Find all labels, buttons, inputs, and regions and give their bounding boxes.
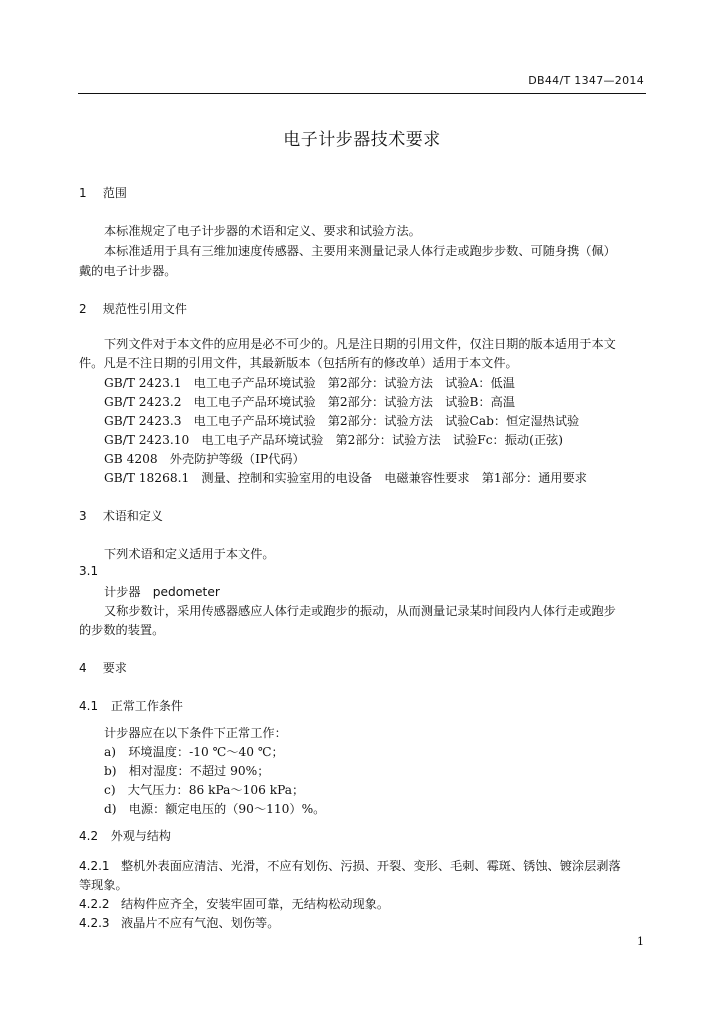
section-title: 规范性引用文件 xyxy=(102,302,187,316)
paragraph-continuation: 件。凡是不注日期的引用文件，其最新版本（包括所有的修改单）适用于本文件。 xyxy=(79,356,518,370)
standard-code: DB44/T 1347—2014 xyxy=(528,74,644,87)
condition-item: a) 环境温度：-10 ℃～40 ℃； xyxy=(104,745,284,759)
condition-item: d) 电源：额定电压的（90～110）%。 xyxy=(104,802,326,816)
section-2-heading xyxy=(79,300,187,317)
clause-4-2-3 xyxy=(79,914,279,931)
section-title: 范围 xyxy=(102,186,127,200)
section-4-heading xyxy=(79,659,127,676)
term-entry: 计步器 pedometer xyxy=(104,585,220,599)
reference-item: GB 4208 外壳防护等级（IP代码） xyxy=(104,452,305,466)
clause-number: 4.2.3 xyxy=(79,916,110,930)
subsection-4-2-heading xyxy=(79,827,171,844)
clause-text: 液晶片不应有气泡、划伤等。 xyxy=(121,916,280,930)
reference-item: GB/T 2423.2 电工电子产品环境试验 第2部分：试验方法 试验B：高温 xyxy=(104,395,516,409)
paragraph: 下列文件对于本文件的应用是必不可少的。凡是注日期的引用文件，仅注日期的版本适用于本文 xyxy=(104,337,616,351)
subsection-title: 正常工作条件 xyxy=(110,699,183,713)
paragraph: 本标准规定了电子计步器的术语和定义、要求和试验方法。 xyxy=(104,224,421,238)
term-definition-continuation: 的步数的装置。 xyxy=(79,623,165,637)
reference-item: GB/T 2423.10 电工电子产品环境试验 第2部分：试验方法 试验Fc：振动(正弦) xyxy=(104,433,563,447)
subsection-number: 4.1 xyxy=(79,699,99,713)
section-number: 4 xyxy=(79,661,87,675)
subsection-number: 3.1 xyxy=(79,564,99,578)
section-3-heading xyxy=(79,507,163,524)
clause-number: 4.2.1 xyxy=(79,859,110,873)
clause-continuation: 等现象。 xyxy=(79,878,128,892)
section-number: 2 xyxy=(79,302,87,316)
clause-4-2-1 xyxy=(79,857,621,874)
page-number: 1 xyxy=(637,935,644,948)
clause-4-2-2 xyxy=(79,895,389,912)
section-number: 1 xyxy=(79,186,87,200)
subsection-title: 外观与结构 xyxy=(110,829,171,843)
subsection-4-1-heading xyxy=(79,697,183,714)
reference-item: GB/T 2423.3 电工电子产品环境试验 第2部分：试验方法 试验Cab：恒定湿热试验 xyxy=(104,414,580,428)
reference-item: GB/T 18268.1 测量、控制和实验室用的电设备 电磁兼容性要求 第1部分：通用要求 xyxy=(104,471,587,485)
section-title: 要求 xyxy=(102,661,127,675)
term-definition: 又称步数计，采用传感器感应人体行走或跑步的振动，从而测量记录某时间段内人体行走或跑步 xyxy=(104,604,616,618)
subsection-number: 4.2 xyxy=(79,829,99,843)
clause-number: 4.2.2 xyxy=(79,897,110,911)
document-title: 电子计步器技术要求 xyxy=(283,130,441,150)
section-1-heading xyxy=(79,184,127,201)
condition-item: c) 大气压力：86 kPa～106 kPa； xyxy=(104,783,305,797)
paragraph-continuation: 戴的电子计步器。 xyxy=(79,264,177,278)
section-number: 3 xyxy=(79,509,87,523)
section-title: 术语和定义 xyxy=(102,509,163,523)
header-rule xyxy=(78,93,646,94)
clause-text: 整机外表面应清洁、光滑，不应有划伤、污损、开裂、变形、毛刺、霉斑、锈蚀、镀涂层剥落 xyxy=(121,859,621,873)
reference-item: GB/T 2423.1 电工电子产品环境试验 第2部分：试验方法 试验A：低温 xyxy=(104,376,515,390)
paragraph: 计步器应在以下条件下正常工作： xyxy=(104,726,287,740)
clause-text: 结构件应齐全，安装牢固可靠，无结构松动现象。 xyxy=(121,897,390,911)
condition-item: b) 相对湿度：不超过 90%； xyxy=(104,764,270,778)
paragraph: 下列术语和定义适用于本文件。 xyxy=(104,547,275,561)
paragraph: 本标准适用于具有三维加速度传感器、主要用来测量记录人体行走或跑步步数、可随身携（佩） xyxy=(104,244,616,258)
